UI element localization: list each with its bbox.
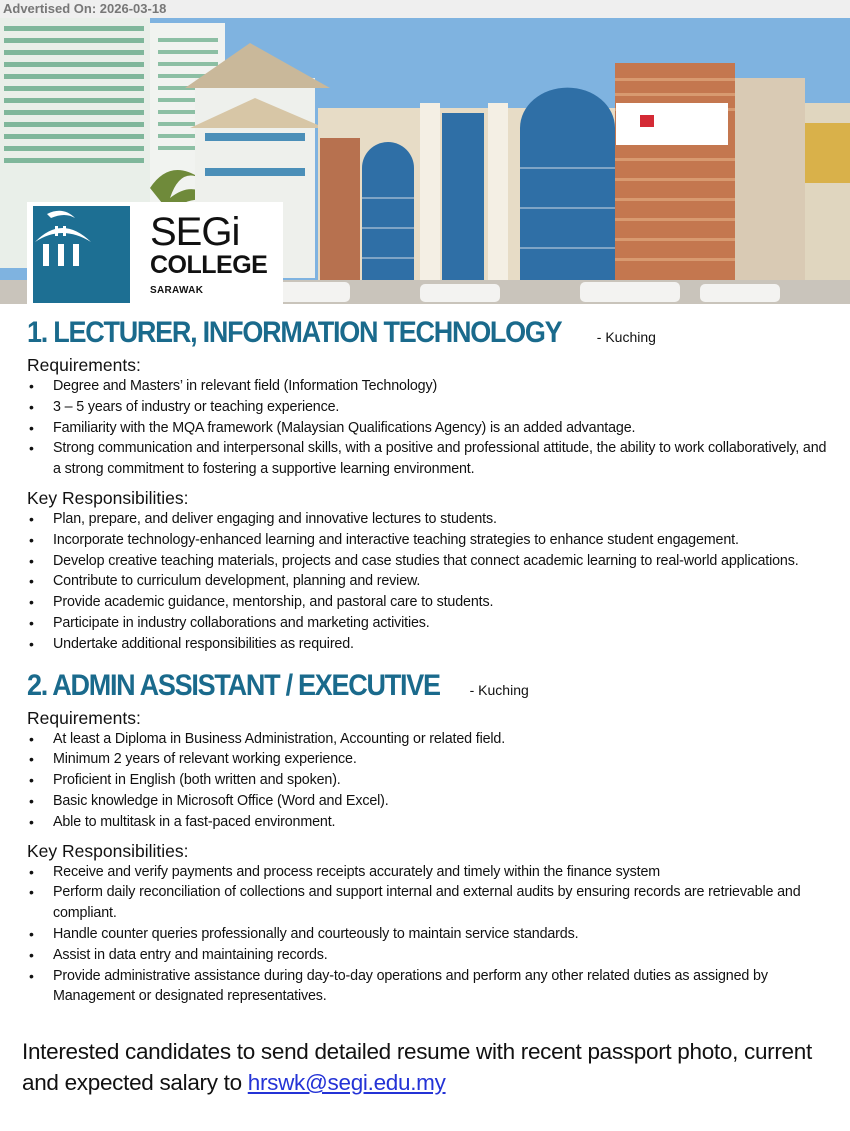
list-item: • Provide academic guidance, mentorship, and pastoral care to students. <box>0 592 850 613</box>
closing-text: Interested candidates to send detailed resume with recent passport photo, current and expected salary to <box>22 1039 812 1095</box>
list-item: • Degree and Masters’ in relevant field (Information Technology) <box>0 376 850 397</box>
list-item: • Strong communication and interpersonal skills, with a positive and professional attitude, the ability to work collaboratively, and a strong commitment to fostering a supportive learning environment. <box>0 438 850 480</box>
logo-name: COLLEGE <box>150 250 268 279</box>
requirements-list <box>0 729 850 833</box>
requirements-heading: Requirements: <box>27 707 141 728</box>
requirements-heading: Requirements: <box>27 355 141 375</box>
responsibilities-list <box>0 509 850 655</box>
list-item: • Familiarity with the MQA framework (Malaysian Qualifications Agency) is an added advantage. <box>0 418 850 439</box>
email-link[interactable]: hrswk@segi.edu.my <box>247 1070 446 1095</box>
job-location: - Kuching <box>596 329 656 345</box>
list-item: • Plan, prepare, and deliver engaging and innovative lectures to students. <box>0 509 850 530</box>
list-item: • Basic knowledge in Microsoft Office (Word and Excel). <box>0 791 850 812</box>
job-admin-assistant <box>0 665 850 1008</box>
job-title: 2. ADMIN ASSISTANT / EXECUTIVE <box>27 668 440 702</box>
responsibilities-list <box>0 862 850 1008</box>
job-header <box>0 665 850 707</box>
logo-campus: SARAWAK <box>150 284 204 296</box>
application-instructions <box>22 1036 842 1098</box>
job-location: - Kuching <box>469 681 529 698</box>
job-listings <box>0 312 850 1007</box>
list-item: • Handle counter queries professionally and courteously to maintain service standards. <box>0 924 850 945</box>
segi-logo-icon <box>33 206 130 303</box>
list-item: • Develop creative teaching materials, projects and case studies that connect academic learning to real-world applications. <box>0 551 850 572</box>
list-item: • Incorporate technology-enhanced learning and interactive teaching strategies to enhance student engagement. <box>0 530 850 551</box>
list-item: • Participate in industry collaborations and marketing activities. <box>0 613 850 634</box>
job-header <box>0 312 850 354</box>
hero-banner <box>0 18 850 304</box>
list-item: • Provide administrative assistance during day-to-day operations and perform any other related duties as assigned by Management or designated representatives. <box>0 966 850 1008</box>
list-item: • Receive and verify payments and process receipts accurately and timely within the finance system <box>0 862 850 883</box>
list-item: • Able to multitask in a fast-paced environment. <box>0 812 850 833</box>
requirements-list <box>0 376 850 480</box>
college-logo <box>27 202 283 304</box>
list-item: • Proficient in English (both written and spoken). <box>0 770 850 791</box>
job-lecturer-it <box>0 312 850 655</box>
job-title: 1. LECTURER, INFORMATION TECHNOLOGY <box>27 316 562 349</box>
responsibilities-heading: Key Responsibilities: <box>27 487 189 508</box>
logo-brand: SEGi <box>150 209 240 254</box>
list-item: • 3 – 5 years of industry or teaching experience. <box>0 397 850 418</box>
list-item: • Assist in data entry and maintaining records. <box>0 945 850 966</box>
list-item: • Perform daily reconciliation of collections and support internal and external audits by ensuring records are retrievable and compliant. <box>0 882 850 924</box>
responsibilities-heading: Key Responsibilities: <box>27 840 189 861</box>
list-item: • Contribute to curriculum development, planning and review. <box>0 571 850 592</box>
list-item: • At least a Diploma in Business Administration, Accounting or related field. <box>0 729 850 750</box>
list-item: • Undertake additional responsibilities as required. <box>0 634 850 655</box>
list-item: • Minimum 2 years of relevant working experience. <box>0 749 850 770</box>
advertised-date: Advertised On: 2026-03-18 <box>0 0 850 18</box>
